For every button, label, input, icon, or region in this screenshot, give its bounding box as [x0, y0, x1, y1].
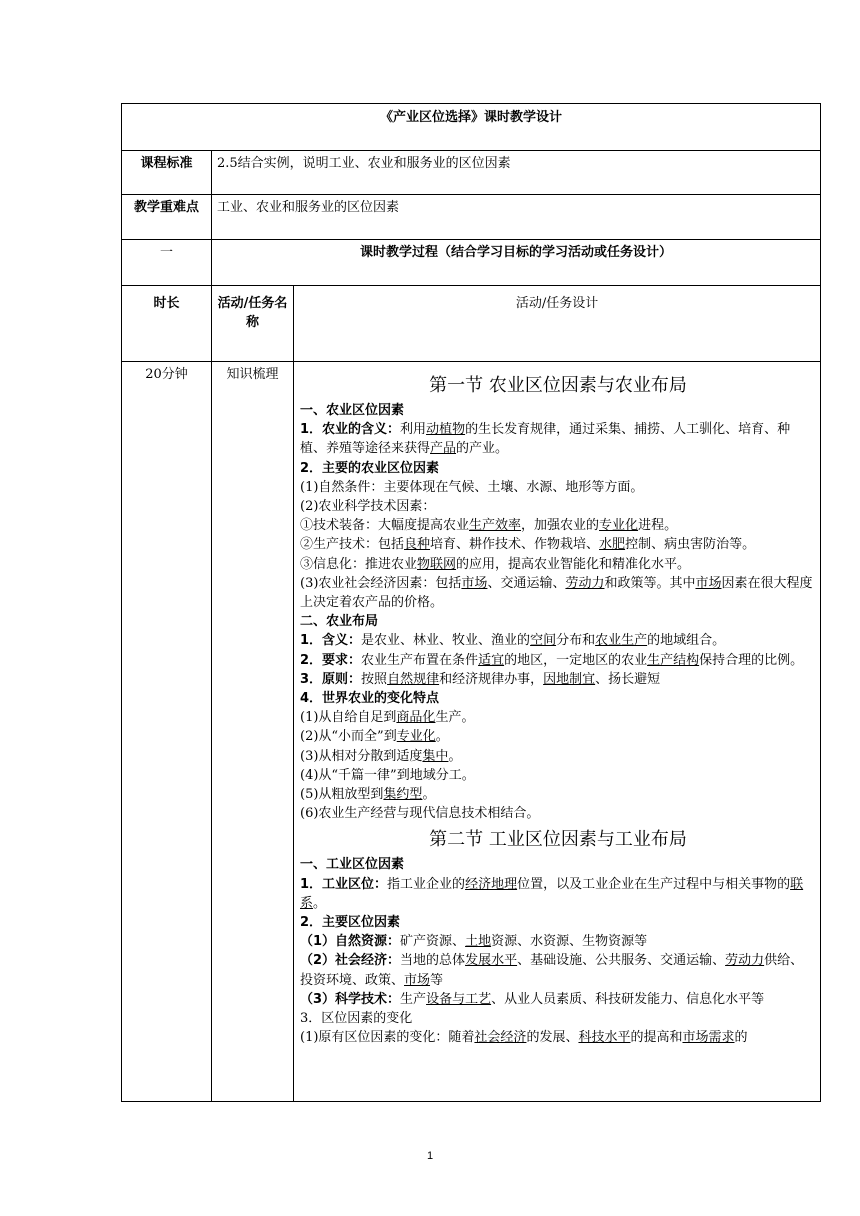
paragraph: 1．含义：是农业、林业、牧业、渔业的空间分布和农业生产的地域组合。: [300, 633, 726, 649]
activity-name-cell: 知识梳理: [212, 362, 294, 1102]
header-row: [122, 286, 821, 362]
paragraph: （3）科学技术：生产设备与工艺、从业人员素质、科技研发能力、信息化水平等: [300, 991, 765, 1007]
content-row: [122, 362, 821, 1102]
heading: 二、农业布局: [300, 614, 379, 630]
paragraph: 3．区位因素的变化: [300, 1011, 413, 1027]
paragraph: (1)自然条件：主要体现在气候、土壤、水源、地形等方面。: [300, 479, 644, 495]
paragraph: ③信息化：推进农业物联网的应用，提高农业智能化和精准化水平。: [300, 556, 691, 572]
col-duration: 时长: [122, 286, 212, 362]
paragraph: (1)原有区位因素的变化：随着社会经济的发展、科技水平的提高和市场需求的: [300, 1030, 748, 1046]
doc-title: 《产业区位选择》课时教学设计: [122, 104, 821, 151]
section-1-title: 第一节 农业区位因素与农业布局: [429, 375, 687, 396]
paragraph: (1)从自给自足到商品化生产。: [300, 710, 475, 726]
process-title: 课时教学过程（结合学习目标的学习活动或任务设计）: [212, 240, 821, 286]
section-2-title: 第二节 工业区位因素与工业布局: [429, 829, 687, 851]
heading: 一、工业区位因素: [300, 857, 405, 873]
col-activity-design: 活动/任务设计: [294, 286, 821, 362]
paragraph: (3)从相对分散到适度集中。: [300, 748, 462, 764]
col-activity-name: 活动/任务名称: [212, 286, 294, 362]
paragraph: 2．要求：农业生产布置在条件适宜的地区，一定地区的农业生产结构保持合理的比例。: [300, 652, 804, 668]
paragraph: 3．原则：按照自然规律和经济规律办事，因地制宜、扬长避短: [300, 671, 661, 687]
heading: 4．世界农业的变化特点: [300, 691, 440, 707]
part-label: 一: [122, 240, 212, 286]
process-row: [122, 240, 821, 286]
paragraph: 1．农业的含义：利用动植物的生长发育规律，通过采集、捕捞、人工驯化、培育、种植、养殖等途径来获得产品的产业。: [300, 422, 791, 457]
paragraph: （2）社会经济：当地的总体发展水平、基础设施、公共服务、交通运输、劳动力供给、投资环境、政策、市场等: [300, 953, 804, 988]
standard-label: 课程标准: [122, 151, 212, 195]
paragraph: （1）自然资源：矿产资源、土地资源、水资源、生物资源等: [300, 934, 648, 950]
focus-row: [122, 195, 821, 240]
heading: 2．主要区位因素: [300, 915, 401, 931]
paragraph: (6)农业生产经营与现代信息技术相结合。: [300, 806, 540, 822]
heading: 2．主要的农业区位因素: [300, 460, 440, 476]
paragraph: (3)农业社会经济因素：包括市场、交通运输、劳动力和政策等。其中市场因素在很大程度上决定着农产品的价格。: [300, 575, 813, 611]
paragraph: (2)农业科学技术因素：: [300, 499, 436, 515]
focus-label: 教学重难点: [122, 195, 212, 240]
heading: 一、农业区位因素: [300, 403, 405, 418]
duration-cell: 20分钟: [122, 362, 212, 1102]
title-row: [122, 104, 821, 151]
page-number: 1: [426, 1150, 434, 1162]
activity-design-cell: [294, 362, 821, 1102]
paragraph: (2)从“小而全”到专业化。: [300, 729, 449, 745]
standard-text: 2.5结合实例，说明工业、农业和服务业的区位因素: [212, 151, 821, 195]
focus-text: 工业、农业和服务业的区位因素: [212, 195, 821, 240]
paragraph: 1．工业区位：指工业企业的经济地理位置，以及工业企业在生产过程中与相关事物的联系。: [300, 876, 804, 911]
paragraph: (5)从粗放型到集约型。: [300, 787, 436, 803]
paragraph: (4)从“千篇一律”到地域分工。: [300, 767, 475, 783]
paragraph: ①技术装备：大幅度提高农业生产效率，加强农业的专业化进程。: [300, 518, 678, 534]
lesson-plan-table: [121, 103, 821, 1102]
paragraph: ②生产技术：包括良种培育、耕作技术、作物栽培、水肥控制、病虫害防治等。: [300, 537, 756, 553]
standard-row: [122, 151, 821, 195]
